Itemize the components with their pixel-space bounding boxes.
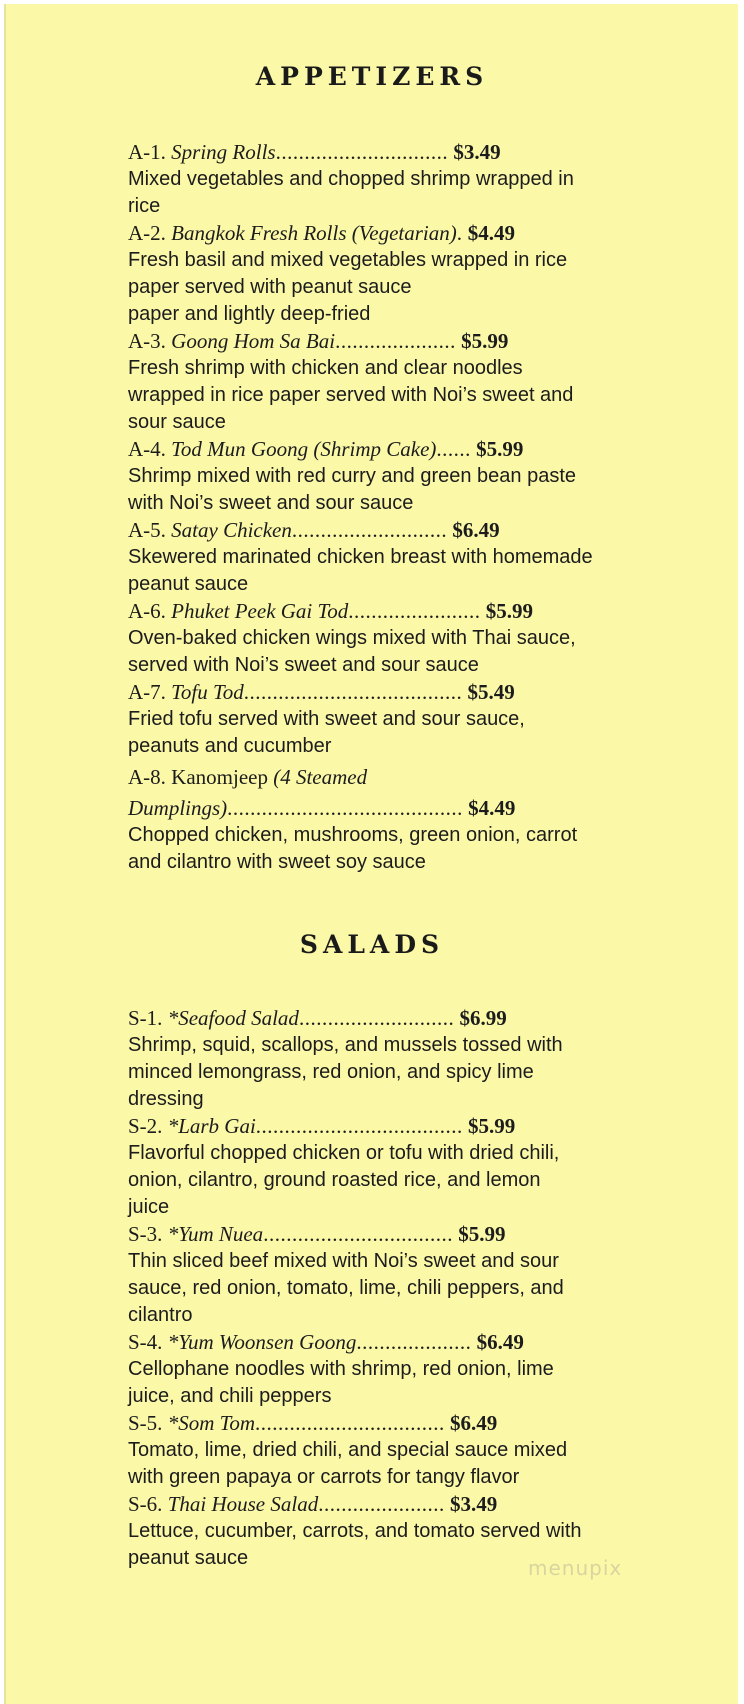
menu-item — [128, 679, 728, 760]
description-line: cilantro — [128, 1304, 193, 1326]
description-line: Shrimp, squid, scallops, and mussels tossed with — [128, 1034, 563, 1056]
description-line: and cilantro with sweet soy sauce — [128, 851, 426, 873]
item-code: S-2. — [128, 1114, 163, 1138]
description-line: with Noi’s sweet and sour sauce — [128, 492, 414, 514]
item-code: A-3. — [128, 329, 166, 353]
item-code: A-4. — [128, 437, 166, 461]
item-name: Tod Mun Goong (Shrimp Cake) — [171, 437, 437, 461]
item-name: Satay Chicken — [171, 518, 292, 542]
item-name: Goong Hom Sa Bai — [171, 329, 336, 353]
item-leader-dots: ...................... — [318, 1492, 445, 1516]
item-name: *Seafood Salad — [167, 1006, 299, 1030]
item-heading — [128, 764, 728, 791]
appetizers-heading: APPETIZERS — [255, 62, 489, 91]
menu-item — [128, 517, 728, 598]
description-line: Chopped chicken, mushrooms, green onion, carrot — [128, 824, 578, 846]
item-heading — [128, 598, 728, 625]
menu-item — [128, 1221, 728, 1329]
item-name: *Yum Woonsen Goong — [167, 1330, 357, 1354]
description-line: with green papaya or carrots for tangy flavor — [128, 1466, 520, 1488]
item-heading — [128, 328, 728, 355]
description-line: minced lemongrass, red onion, and spicy lime — [128, 1061, 534, 1083]
item-code: A-8. — [128, 765, 166, 789]
description-line: wrapped in rice paper served with Noi’s sweet and — [128, 384, 574, 406]
salads-list — [128, 1005, 728, 1572]
item-code: S-6. — [128, 1492, 163, 1516]
menu-item — [128, 1329, 728, 1410]
menu-item — [128, 1005, 728, 1113]
description-line: Tomato, lime, dried chili, and special sauce mixed — [128, 1439, 568, 1461]
item-code: A-2. — [128, 221, 166, 245]
menu-item — [128, 220, 728, 328]
description-line: peanut sauce — [128, 1547, 249, 1569]
item-leader-dots: ......................................... — [227, 796, 463, 820]
description-line: Cellophane noodles with shrimp, red onion, lime — [128, 1358, 554, 1380]
item-leader-dots: ........................... — [298, 1006, 455, 1030]
item-price: $3.49 — [449, 1492, 498, 1516]
description-line: Shrimp mixed with red curry and green bean paste — [128, 465, 577, 487]
item-name: Bangkok Fresh Rolls (Vegetarian) — [171, 221, 457, 245]
item-description — [128, 166, 728, 220]
description-line: paper and lightly deep-fried — [128, 303, 371, 325]
item-price: $4.49 — [468, 796, 516, 820]
item-description — [128, 1356, 728, 1410]
item-code: S-3. — [128, 1222, 163, 1246]
paper-edge — [738, 0, 744, 1704]
appetizers-list — [128, 139, 728, 876]
item-leader-dots: ...... — [436, 437, 471, 461]
item-name: Spring Rolls — [171, 140, 276, 164]
item-price: $4.49 — [467, 221, 515, 245]
item-name: Thai House Salad — [167, 1492, 319, 1516]
description-line: juice — [128, 1196, 170, 1218]
description-line: Thin sliced beef mixed with Noi’s sweet and sour — [128, 1250, 559, 1272]
description-line: Flavorful chopped chicken or tofu with dried chili, — [128, 1142, 560, 1164]
menupix-watermark: menupix — [528, 1556, 623, 1580]
item-heading — [128, 1221, 728, 1248]
item-name: *Larb Gai — [167, 1114, 256, 1138]
description-line: dressing — [128, 1088, 204, 1110]
item-description — [128, 463, 728, 517]
item-heading — [128, 1491, 728, 1518]
menu-item — [128, 764, 728, 876]
item-heading-continued — [128, 795, 728, 822]
menu-item — [128, 598, 728, 679]
description-line: Mixed vegetables and chopped shrimp wrapped in — [128, 168, 574, 190]
item-code: A-7. — [128, 680, 166, 704]
item-price: $5.99 — [476, 437, 524, 461]
item-leader-dots: .................... — [356, 1330, 472, 1354]
description-line: Fresh basil and mixed vegetables wrapped in rice — [128, 249, 568, 271]
item-price: $5.99 — [461, 329, 509, 353]
item-leader-dots: ..................... — [335, 329, 456, 353]
description-line: Skewered marinated chicken breast with homemade — [128, 546, 593, 568]
item-heading — [128, 1005, 728, 1032]
description-line: onion, cilantro, ground roasted rice, and lemon — [128, 1169, 541, 1191]
item-code: A-6. — [128, 599, 166, 623]
item-heading — [128, 517, 728, 544]
menu-item — [128, 436, 728, 517]
menu-item — [128, 1410, 728, 1491]
item-heading — [128, 1113, 728, 1140]
item-description — [128, 1437, 728, 1491]
item-description — [128, 247, 728, 328]
item-description — [128, 1140, 728, 1221]
item-leader-dots: ....................... — [348, 599, 481, 623]
salads-heading: SALADS — [299, 930, 445, 959]
item-heading — [128, 1410, 728, 1437]
item-code: S-5. — [128, 1411, 163, 1435]
menu-item — [128, 1491, 728, 1572]
description-line: peanuts and cucumber — [128, 735, 332, 757]
item-description — [128, 544, 728, 598]
item-price: $6.49 — [452, 518, 500, 542]
item-name: *Som Tom — [167, 1411, 256, 1435]
description-line: Oven-baked chicken wings mixed with Thai sauce, — [128, 627, 576, 649]
description-line: juice, and chili peppers — [128, 1385, 332, 1407]
item-price: $5.99 — [468, 1114, 516, 1138]
description-line: Lettuce, cucumber, carrots, and tomato served with — [128, 1520, 582, 1542]
item-leader-dots: ................................. — [263, 1222, 453, 1246]
item-price: $5.49 — [467, 680, 515, 704]
item-code: A-5. — [128, 518, 166, 542]
description-line: Fried tofu served with sweet and sour sauce, — [128, 708, 525, 730]
item-description — [128, 822, 728, 876]
description-line: Fresh shrimp with chicken and clear noodles — [128, 357, 523, 379]
item-description — [128, 625, 728, 679]
item-name-continued: Dumplings) — [128, 796, 228, 820]
item-code: S-4. — [128, 1330, 163, 1354]
item-description — [128, 706, 728, 760]
item-name-note: (4 Steamed — [267, 765, 368, 789]
item-heading — [128, 220, 728, 247]
description-line: sour sauce — [128, 411, 226, 433]
item-code: S-1. — [128, 1006, 163, 1030]
item-heading — [128, 1329, 728, 1356]
item-name: Tofu Tod — [171, 680, 244, 704]
description-line: rice — [128, 195, 161, 217]
item-description — [128, 1518, 728, 1572]
item-description — [128, 1032, 728, 1113]
item-leader-dots: .............................. — [275, 140, 449, 164]
item-leader-dots: . — [456, 221, 463, 245]
item-leader-dots: ...................................... — [243, 680, 463, 704]
item-leader-dots: .................................... — [255, 1114, 463, 1138]
item-description — [128, 1248, 728, 1329]
item-price: $3.49 — [453, 140, 501, 164]
item-name: Kanomjeep — [171, 765, 268, 789]
item-heading — [128, 436, 728, 463]
description-line: sauce, red onion, tomato, lime, chili peppers, and — [128, 1277, 564, 1299]
description-line: paper served with peanut sauce — [128, 276, 412, 298]
item-price: $6.99 — [459, 1006, 507, 1030]
item-leader-dots: ................................. — [255, 1411, 445, 1435]
menu-item — [128, 139, 728, 220]
item-heading — [128, 679, 728, 706]
item-description — [128, 355, 728, 436]
description-line: peanut sauce — [128, 573, 249, 595]
item-price: $5.99 — [485, 599, 534, 623]
menu-item — [128, 1113, 728, 1221]
item-heading — [128, 139, 728, 166]
item-code: A-1. — [128, 140, 166, 164]
menu-item — [128, 328, 728, 436]
item-price: $6.49 — [476, 1330, 524, 1354]
item-name: *Yum Nuea — [167, 1222, 264, 1246]
description-line: served with Noi’s sweet and sour sauce — [128, 654, 479, 676]
item-leader-dots: ........................... — [291, 518, 448, 542]
item-name: Phuket Peek Gai Tod — [171, 599, 349, 623]
item-price: $5.99 — [458, 1222, 506, 1246]
item-price: $6.49 — [450, 1411, 498, 1435]
